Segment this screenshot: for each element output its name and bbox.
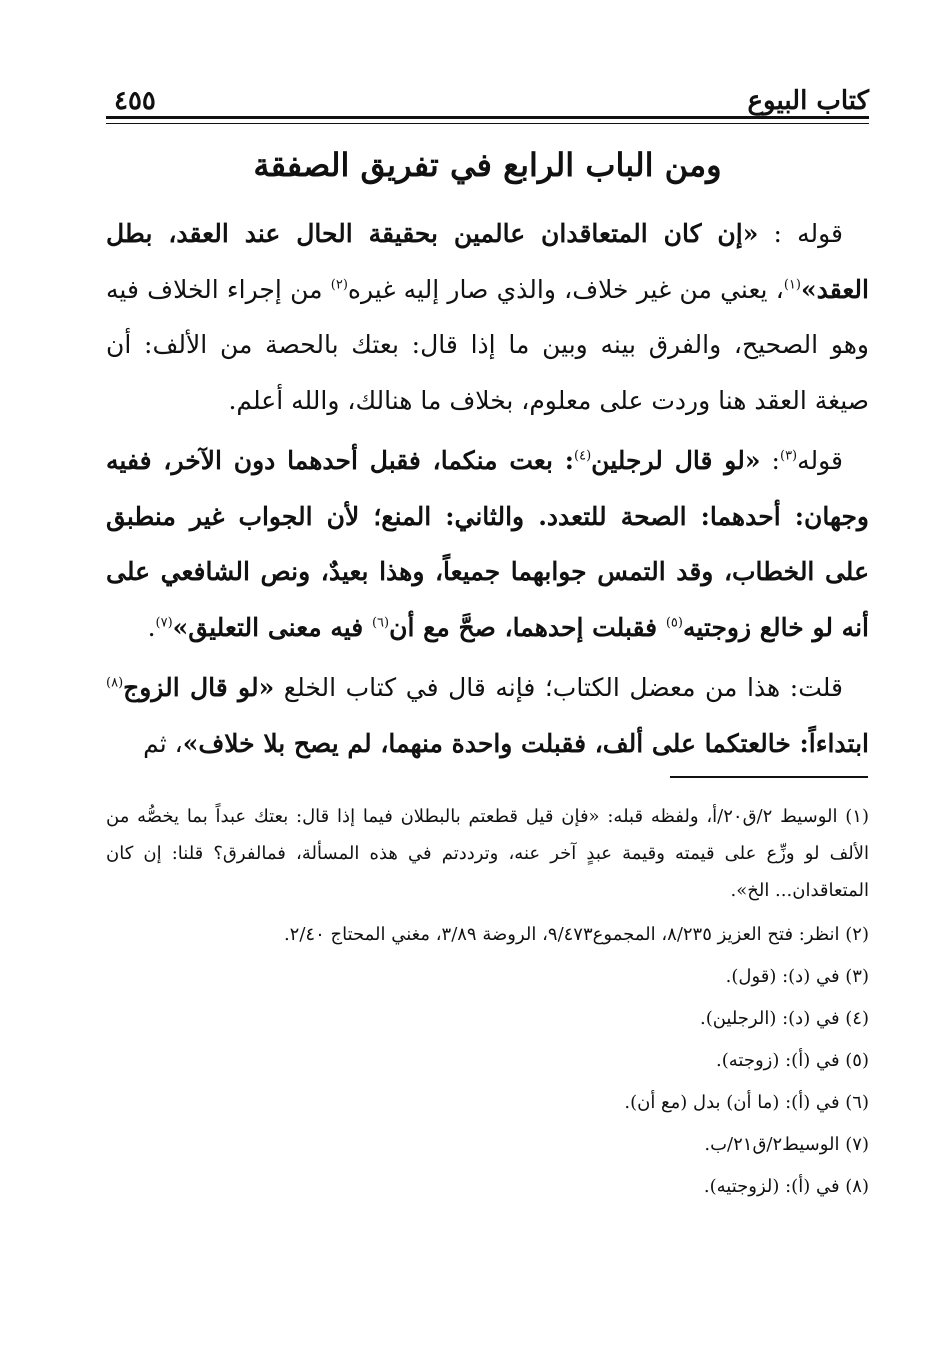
text-run: قوله :: [758, 219, 844, 248]
footnote-2: (٢) انظر: فتح العزيز ٨/٢٣٥، المجموع٩/٤٧٣، الروضة ٣/٨٩، مغني المحتاج ٢/٤٠.: [283, 924, 869, 945]
text-run: :: [760, 446, 780, 475]
quoted-text: فقبلت إحدهما، صحَّ مع أن: [389, 612, 666, 642]
header-rule-thin: [106, 123, 869, 124]
running-title: كتاب البيوع: [747, 86, 869, 116]
footnote-marker: (١): [783, 277, 801, 293]
quoted-text: «لو قال الزوج: [123, 673, 275, 702]
footnote-4: (٤) في (د): (الرجلين).: [699, 1008, 869, 1029]
main-text: [106, 206, 869, 776]
quoted-text: : بعت منكما، فقبل أحدهما دون الآخر، ففيه وجهان: أحدهما: الصحة للتعدد. والثاني: المنع؛ لأن الجواب غير منطبق على الخطاب، وقد التمس جوابهما جميعاً، وهذا بعيدٌ، ونص الشافعي على أنه لو خالع زوجتيه: [106, 446, 869, 642]
text-run: قوله: [797, 446, 844, 475]
text-run: ، ثم: [143, 728, 183, 758]
quoted-text: «لو قال لرجلين: [591, 446, 761, 475]
quoted-text: ابتداءاً: خالعتكما على ألف، فقبلت واحدة منهما، لم يصح بلا خلاف»: [182, 728, 869, 758]
header-rule-thick: [106, 116, 869, 119]
chapter-heading: ومن الباب الرابع في تفريق الصفقة: [253, 146, 722, 184]
footnote-separator: [670, 776, 868, 778]
footnote-5: (٥) في (أ): (زوجته).: [716, 1050, 869, 1071]
text-run: من إجراء الخلاف فيه وهو الصحيح، والفرق بينه وبين ما إذا قال: بعتك بالحصة من الألف: أن صيغة العقد هنا وردت على معلوم، بخلاف ما هنالك، والله أعلم.: [106, 274, 869, 415]
paragraph-2: [106, 433, 869, 655]
footnote-marker: (٦): [371, 615, 390, 631]
footnote-marker: (٧): [155, 615, 173, 631]
quoted-text: «إن كان المتعاقدان عالمين بحقيقة الحال عند العقد، بطل العقد»: [106, 219, 869, 304]
footnote-marker: (٤): [574, 448, 592, 464]
text-run: .: [147, 612, 156, 642]
footnote-8: (٨) في (أ): (لزوجتيه).: [703, 1176, 869, 1197]
footnotes: [106, 798, 869, 1209]
footnote-3: (٣) في (د): (قول).: [725, 966, 869, 987]
quoted-text: فيه معنى التعليق»: [172, 612, 372, 642]
text-run: قلت: هذا من معضل الكتاب؛ فإنه قال في كتاب الخلع: [274, 673, 843, 702]
page-number: ٤٥٥: [114, 86, 156, 116]
footnote-marker: (٣): [779, 448, 798, 464]
paragraph-1: [106, 206, 869, 428]
text-run: ، يعني من غير خلاف، والذي صار إليه غيره: [347, 274, 784, 304]
footnote-marker: (٢): [330, 277, 348, 293]
footnote-1: (١) الوسيط ٢/ق٢٠/أ، ولفظه قبله: «فإن قيل قطعتم بالبطلان فيما إذا قال: بعتك عبداً بما يخصُّه من الألف لو وزِّع على قيمته وقيمة عبدٍ آخر عنه، وترددتم في هذه المسألة، فمالفرق؟ قلنا: إن كان المتعاقدان... الخ».: [106, 806, 869, 901]
footnote-marker: (٨): [106, 675, 124, 691]
footnote-7: (٧) الوسيط٢/ق٢١/ب.: [704, 1134, 869, 1155]
footnote-marker: (٥): [665, 615, 683, 631]
paragraph-3: [106, 660, 869, 771]
footnote-6: (٦) في (أ): (ما أن) بدل (مع أن).: [624, 1092, 869, 1113]
